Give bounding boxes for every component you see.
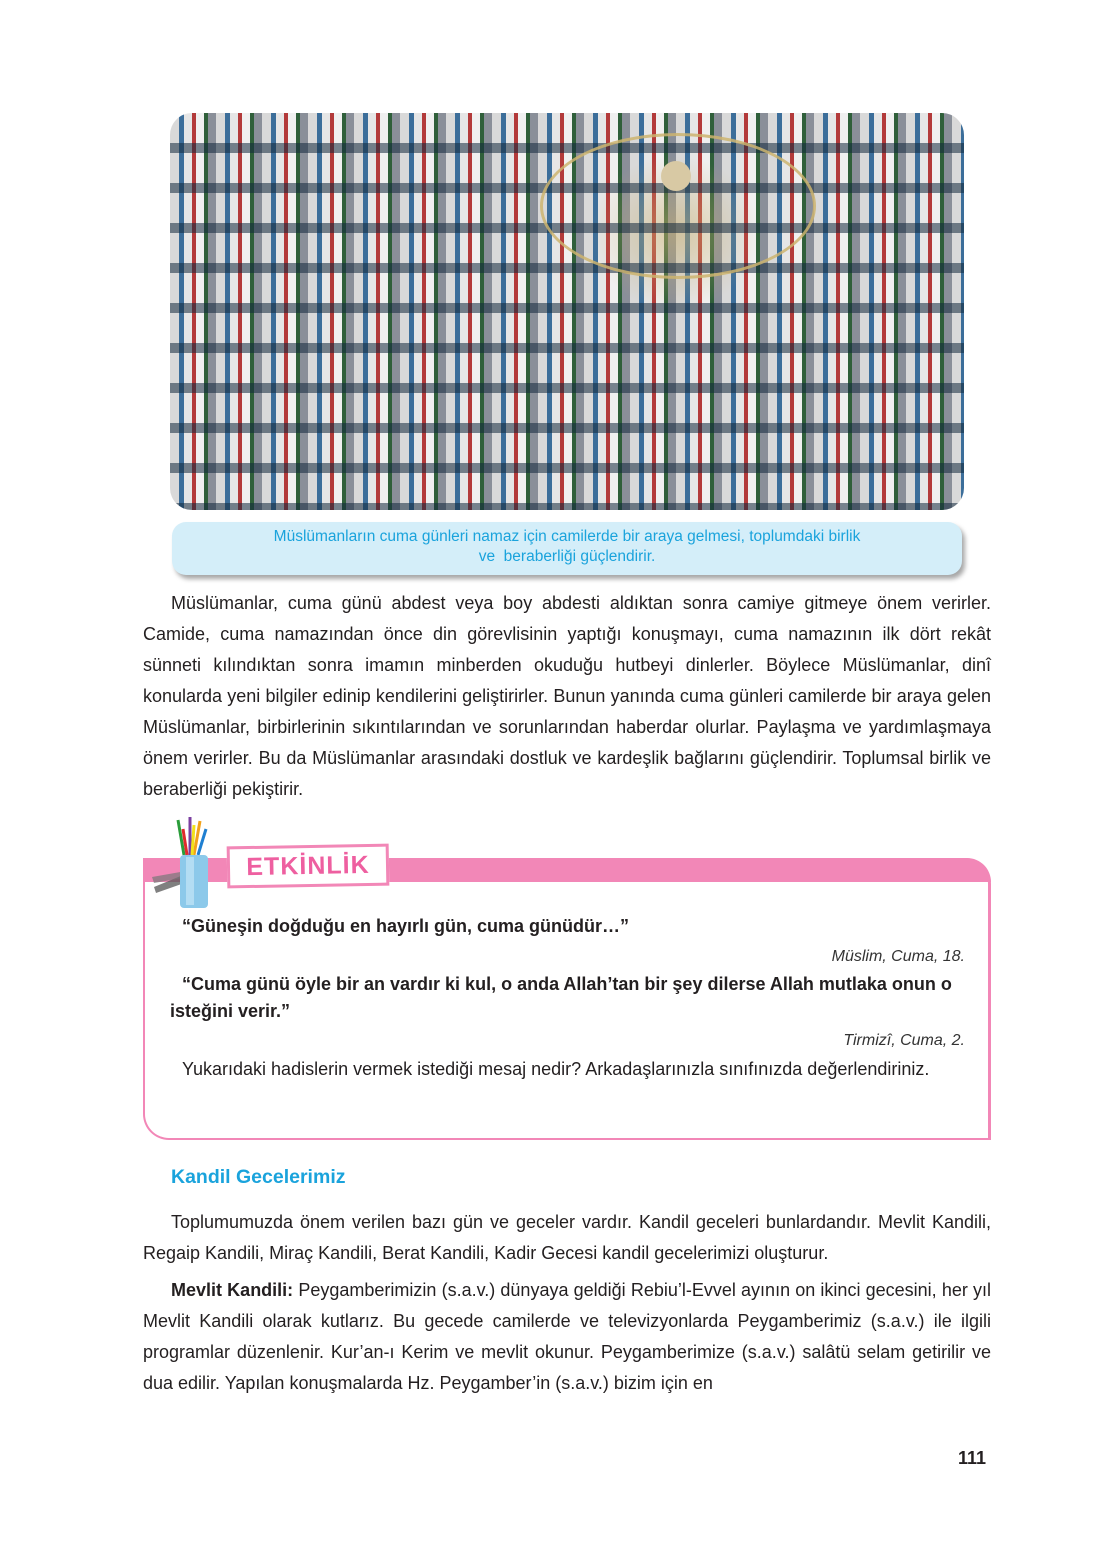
- chandelier: [540, 133, 816, 279]
- body-paragraph-1: Müslümanlar, cuma günü abdest veya boy abdesti aldıktan sonra camiye gitmeye önem verirler. Camide, cuma namazından önce din görevlisinin yaptığı konuşmayı, cuma namazının ilk dört rekât sünneti kılındıktan sonra imamın minberden okuduğu hutbeyi dinlerler. Böylece Müslümanlar, dinî konularda yeni bilgiler edinip kendilerini geliştirirler. Bunun yanında cuma günleri camilerde bir araya gelen Müslümanlar, birbirlerinin sıkıntılarından ve sorunlarından haberdar olurlar. Paylaşma ve yardımlaşmaya önem verirler. Bu da Müslümanlar arasındaki dostluk ve kardeşlik bağlarını güçlendirir. Toplumsal birlik ve beraberliği pekiştirir.: [143, 593, 991, 799]
- hadith-quote-2: “Cuma günü öyle bir an vardır ki kul, o anda Allah’tan bir şey dilerse Allah mutlaka onun o isteğini verir.”: [170, 974, 952, 1021]
- activity-label: ETKİNLİK: [227, 844, 390, 889]
- activity-content: [170, 913, 965, 1083]
- page-number: 111: [958, 1448, 987, 1468]
- section-paragraph-2: [143, 1275, 991, 1399]
- photo-caption: [172, 522, 962, 575]
- section-paragraph-1: Toplumumuzda önem verilen bazı gün ve geceler vardır. Kandil geceleri bunlardandır. Mevlit Kandili, Regaip Kandili, Miraç Kandili, Berat Kandili, Kadir Gecesi kandil gecelerimizi oluşturur.: [143, 1212, 991, 1263]
- caption-line-2: ve beraberliği güçlendirir.: [478, 548, 656, 565]
- mosque-prayer-photo: [170, 113, 964, 510]
- pencil-cup-icon: [150, 815, 230, 910]
- caption-line-1: Müslümanların cuma günleri namaz için camilerde bir araya gelmesi, toplumdaki birlik: [273, 528, 861, 545]
- hadith-quote-1: “Güneşin doğduğu en hayırlı gün, cuma günüdür…”: [182, 916, 629, 936]
- mevlit-kandili-lead: Mevlit Kandili:: [171, 1280, 294, 1300]
- activity-question: Yukarıdaki hadislerin vermek istediği mesaj nedir? Arkadaşlarınızla sınıfınızda değerlendiriniz.: [182, 1059, 930, 1079]
- hadith-source-1: Müslim, Cuma, 18.: [831, 948, 965, 965]
- mevlit-kandili-text: Peygamberimizin (s.a.v.) dünyaya geldiği Rebiu’l-Evvel ayının on ikinci gecesini, her yıl Mevlit Kandili olarak kutlarız. Bu gecede camilerde ve televizyonlarda Peygamberimiz (s.a.v.) ile ilgili programlar düzenlenir. Kur’an-ı Kerim ve mevlit okunur. Peygamberimize (s.a.v.) salâtü selam getirilir ve dua edilir. Yapılan konuşmalarda Hz. Peygamber’in (s.a.v.) bizim için en: [143, 1280, 992, 1393]
- hadith-source-2: Tirmizî, Cuma, 2.: [843, 1032, 965, 1049]
- section-heading: Kandil Gecelerimiz: [171, 1166, 346, 1188]
